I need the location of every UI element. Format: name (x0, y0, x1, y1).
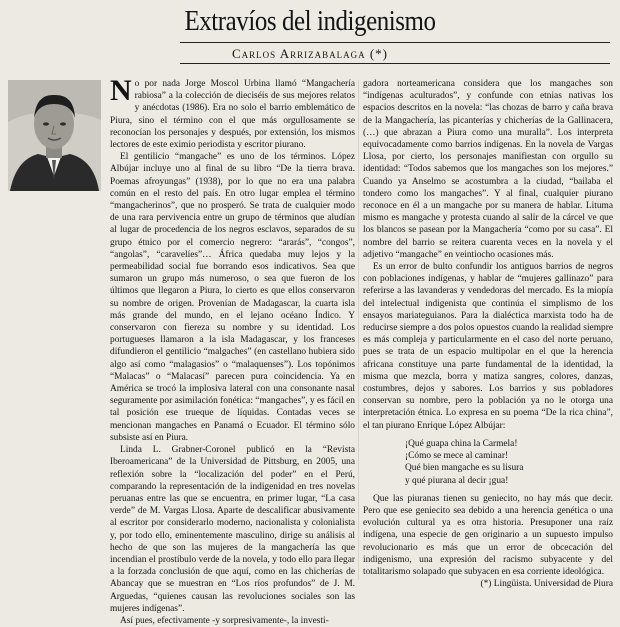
paragraph: Que las piuranas tienen su geniecito, no hay más que decir. Pero que ese geniecito sea debido a una herencia genética o una evolución cultural ya es otra historia. Presuponer una raíz indígena, una especie de gen originario a un supuesto impulso revolucionario es más que un error de obcecación del indigenismo, una expresión del racismo subyacente y del totalitarismo solapado que subyacen en esa corriente ideológica. (363, 493, 613, 577)
paragraph: Linda L. Grabner-Coronel publicó en la “Revista Iberoamericana” de la Universidad de Pittsburg, en 2005, una reflexión sobre la “localización del poder” en el Perú, comparando la representación de la indigenidad en tres novelas peruanas entre las que se encuentra, en primer lugar, “La casa verde” de M. Vargas Llosa. Aparte de descalificar abusivamente al escritor por considerarlo moderno, nacionalista y colonialista y, por todo ello, eminentemente masculino, dirige su análisis al hecho de que son las mujeres de la mangachería las que incendian el prostíbulo verde de la novela, y todo ello para llegar a la forzada conclusión de que aquí, como en las chicherías de Abancay que se muestran en “Los ríos profundos” de J. M. Arguedas, “quienes causan las revoluciones sociales son las mujeres indígenas”. (110, 445, 355, 614)
article-column-1 (110, 74, 355, 627)
byline-rule (180, 63, 610, 64)
poem-line: y qué piurana al decir ¡gua! (405, 475, 509, 486)
column-divider (358, 80, 359, 580)
article-title: Extravíos del indigenismo (184, 5, 436, 37)
title-rule (180, 42, 610, 43)
author-portrait-icon (8, 80, 101, 191)
paragraph: El gentilicio “mangache” es uno de los términos. López Albújar incluye uno al final de su libro “De la tierra brava. Poemas afroyungas” (1938), por lo que no era una palabra común en el resto del país. En otro lugar emplea el término “mangacherinos”, que no prosperó. Se trata de cualquier modo de una rara pervivencia entre un grupo de términos que aludían al lugar de procedencia de los negros esclavos, separados de su grupo étnico por el comercio negrero: “ararás”, “congos”, “angolas”, “caravelíes”… África quedaba muy lejos y la permeabilidad social fue borrando esos indicativos. Sea que sumaron un grupo más numeroso, o sea que fueron de los últimos que llegaron a Piura, lo cierto es que ellos conservaron su nombre de origen. Provenían de Madagascar, la cuarta isla más grande del mundo, en el lejano océano Índico. Y conservaron con fiereza su nombre y su identidad. Los portugueses llamaron a la isla Madagascar, y los franceses difundieron el gentilicio “malgaches” (en castellano hubiera sido algo así como “malagasios” o “malaquenses”). Los topónimos “Malacas” o “Malacasí” parecen pura coincidencia. Ya en América se trocó la implosiva lateral con una consonante nasal seguramente por asimilación fonética: “mangaches”, y es fácil en tal posición ese trueque de líquidas. Contadas veces se mencionan mangaches en Panamá o Ecuador. El término sólo subsiste así en Piura. (110, 152, 355, 443)
paragraph: Es un error de bulto confundir los antiguos barrios de negros con poblaciones indígenas, y hablar de “mujeres gallinazo” para referirse a las lavanderas y vendedoras del mercado. Es la miopía del intelectual indigenista que continúa el simplismo de los ensayos mariateguianos. Para la dialéctica marxista todo ha de reducirse siempre a dos polos opuestos cuando la realidad siempre es más compleja y particularmente en el caso del norte peruano, pues se trata de un espacio multipolar en el que la herencia africana constituye una parte fundamental de la identidad, la misma que mezcla, borra y matiza sangres, colores, danzas, costumbres, dejos y sabores. Los barrios y sus pobladores conservan su nombre, pero la población ya no le otorga una interpretación étnica. Lo expresa en su poema “De la rica china”, el tan piurano Enrique López Albújar: (363, 262, 613, 431)
author-footnote: (*) Lingüista. Universidad de Piura (480, 579, 613, 590)
poem-quote (363, 438, 613, 487)
author-byline: Carlos Arrizabalaga (*) (231, 46, 388, 61)
poem-line: ¡Qué guapa china la Carmela! (405, 438, 518, 449)
paragraph: gadora norteamericana considera que los mangaches son “indígenas aculturados”, y confunde con etnias nativas los espacios descritos en la novela: “las chozas de barro y caña brava de la Mangachería, las picanterías y chicherías de la Gallinacera, (…) que abrazan a Piura como una muralla”. Los interpreta equivocadamente como barrios indígenas. En la novela de Vargas Llosa, por cierto, los personajes manifiestan con orgullo su identidad: “Todos sabemos que los mangaches son los mejores.” Cuando ya Anselmo se acostumbra a la ciudad, “bailaba el tondero como los mangaches”. Y al final, cualquier piurano reconoce en él a un mangache por su manera de hablar. Lituma mismo es mangache y protesta cuando al salir de la cárcel ve que los blancos se pasean por la Mangachería “como por su casa”. El nombre del barrio se reitera cuarenta veces en la novela y el adjetivo “mangache” en veintiocho ocasiones más. (363, 79, 613, 260)
paragraph: No por nada Jorge Moscol Urbina llamó “Mangachería rabiosa” a la colección de dieciséis de sus mejores relatos y anécdotas (1986). Era no solo el barrio emblemático de Piura, sino el término con el que más orgullosamente se reconocían los personajes y después, por extensión, los mismos lectores de este eximio periodista y escritor piurano. (110, 74, 355, 151)
drop-cap: N (110, 74, 132, 107)
poem-line: Qué bien mangache es su lisura (405, 463, 524, 474)
article-column-2 (363, 78, 613, 590)
author-photo (8, 80, 101, 191)
poem-line: ¡Cómo se mece al caminar! (405, 451, 509, 462)
paragraph: Así pues, efectivamente -y sorpresivamente-, la investi- (120, 615, 329, 626)
